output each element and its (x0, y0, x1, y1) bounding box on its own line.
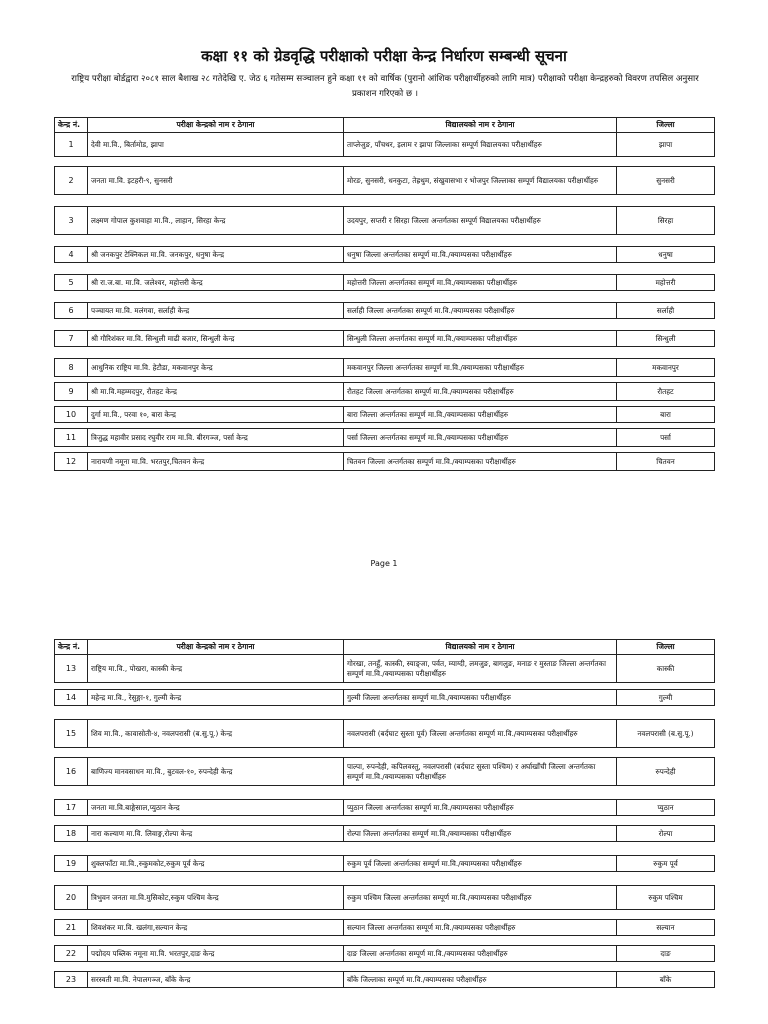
school-description-cell: उदयपुर, सप्तरी र सिरहा जिल्ला अन्तर्गतका सम्पूर्ण विद्यालयका परीक्षार्थीहरु (344, 207, 617, 235)
center-number-cell: 23 (55, 972, 88, 988)
center-number-cell: 8 (55, 359, 88, 377)
row-spacer-cell (55, 683, 715, 690)
table-row (55, 655, 715, 683)
school-description-cell: रौतहट जिल्ला अन्तर्गतका सम्पूर्ण मा.वि./क्याम्पसका परीक्षार्थीहरु (344, 383, 617, 401)
row-spacer-cell (55, 157, 715, 167)
district-cell: धनुषा (617, 247, 715, 263)
table-row (55, 920, 715, 936)
center-name-cell: बाणिज्य मानवसाधन मा.वि., बुटवल-१०, रुपन्देही केन्द्र (88, 758, 344, 786)
district-cell: सुनसरी (617, 167, 715, 195)
page-number-label: Page 1 (370, 559, 398, 568)
district-cell: सिन्धुली (617, 331, 715, 347)
center-name-cell: जनता मा.वि.बाङ्गेसाल,प्युठान केन्द्र (88, 800, 344, 816)
row-spacer (55, 157, 715, 167)
table-row (55, 167, 715, 195)
district-cell: मकवानपुर (617, 359, 715, 377)
row-spacer-cell (55, 263, 715, 275)
table-row (55, 359, 715, 377)
center-number-cell: 1 (55, 133, 88, 157)
table-row (55, 946, 715, 962)
table-row (55, 383, 715, 401)
school-description-cell: मकवानपुर जिल्ला अन्तर्गतका सम्पूर्ण मा.वि./क्याम्पसका परीक्षार्थीहरु (344, 359, 617, 377)
school-description-cell: गुल्मी जिल्ला अन्तर्गतका सम्पूर्ण मा.वि./क्याम्पसका परीक्षार्थीहरु (344, 690, 617, 706)
school-description-cell: प्युठान जिल्ला अन्तर्गतका सम्पूर्ण मा.वि./क्याम्पसका परीक्षार्थीहरु (344, 800, 617, 816)
row-spacer-cell (55, 936, 715, 946)
row-spacer-cell (55, 842, 715, 856)
center-name-cell: पञ्चायत मा.वि. मलंगवा, सर्लाही केन्द्र (88, 303, 344, 319)
header-center-number: केन्द्र नं. (55, 640, 88, 655)
row-spacer (55, 872, 715, 886)
center-name-cell: श्री गौरिशंकर मा.वि. सिन्धुली माढी बजार, सिन्धुली केन्द्र (88, 331, 344, 347)
row-spacer (55, 816, 715, 826)
center-number-cell: 20 (55, 886, 88, 910)
center-number-cell: 12 (55, 453, 88, 471)
row-spacer (55, 842, 715, 856)
table-row (55, 453, 715, 471)
row-spacer (55, 235, 715, 247)
center-number-cell: 13 (55, 655, 88, 683)
school-description-cell: बाँके जिल्लाका सम्पूर्ण मा.वि./क्याम्पसका परीक्षार्थीहरु (344, 972, 617, 988)
table-row (55, 972, 715, 988)
center-name-cell: सरस्वती मा.वि. नेपालगञ्ज, बाँके केन्द्र (88, 972, 344, 988)
district-cell: चितवन (617, 453, 715, 471)
district-cell: रुपन्देही (617, 758, 715, 786)
district-cell: सर्लाही (617, 303, 715, 319)
center-name-cell: शुक्लफाँटा मा.वि.,रुकुमकोट,रुकुम पूर्व केन्द्र (88, 856, 344, 872)
school-description-cell: ताप्लेजुङ, पाँचथर, इलाम र झापा जिल्लाका सम्पूर्ण विद्यालयका परीक्षार्थीहरु (344, 133, 617, 157)
district-cell: रुकुम पश्चिम (617, 886, 715, 910)
header-center-number: केन्द्र नं. (55, 118, 88, 133)
row-spacer-cell (55, 235, 715, 247)
header-center-name: परीक्षा केन्द्रको नाम र ठेगाना (88, 118, 344, 133)
row-spacer-cell (55, 319, 715, 331)
center-number-cell: 18 (55, 826, 88, 842)
header-center-name: परीक्षा केन्द्रको नाम र ठेगाना (88, 640, 344, 655)
row-spacer (55, 706, 715, 720)
district-cell: सिरहा (617, 207, 715, 235)
district-cell: झापा (617, 133, 715, 157)
center-number-cell: 3 (55, 207, 88, 235)
table-row (55, 207, 715, 235)
table-row (55, 720, 715, 748)
school-description-cell: नवलपरासी (बर्दघाट सुस्ता पूर्व) जिल्ला अन्तर्गतका सम्पूर्ण मा.वि./क्याम्पसका परीक्षार्थीहरु (344, 720, 617, 748)
school-description-cell: दाङ जिल्ला अन्तर्गतका सम्पूर्ण मा.वि./क्याम्पसका परीक्षार्थीहरु (344, 946, 617, 962)
row-spacer (55, 910, 715, 920)
row-spacer (55, 195, 715, 207)
table-row (55, 247, 715, 263)
row-spacer (55, 748, 715, 758)
district-cell: बाँके (617, 972, 715, 988)
row-spacer-cell (55, 910, 715, 920)
center-name-cell: श्री रा.ज.बा. मा.वि. जलेश्वर, महोत्तरी केन्द्र (88, 275, 344, 291)
center-number-cell: 10 (55, 407, 88, 423)
center-number-cell: 19 (55, 856, 88, 872)
row-spacer (55, 936, 715, 946)
table-row (55, 275, 715, 291)
row-spacer-cell (55, 195, 715, 207)
school-description-cell: रुकुम पश्चिम जिल्ला अन्तर्गतका सम्पूर्ण मा.वि./क्याम्पसका परीक्षार्थीहरु (344, 886, 617, 910)
district-cell: महोत्तरी (617, 275, 715, 291)
table-row (55, 826, 715, 842)
center-name-cell: नारायणी नमूना मा.वि. भरतपुर,चितवन केन्द्र (88, 453, 344, 471)
district-cell: रोल्पा (617, 826, 715, 842)
school-description-cell: सर्लाही जिल्ला अन्तर्गतका सम्पूर्ण मा.वि./क्याम्पसका परीक्षार्थीहरु (344, 303, 617, 319)
center-name-cell: नारा कल्याण मा.वि. लिवाङ्ग,रोल्पा केन्द्र (88, 826, 344, 842)
row-spacer-cell (55, 291, 715, 303)
row-spacer-cell (55, 347, 715, 359)
center-number-cell: 21 (55, 920, 88, 936)
header-school-name: विद्यालयको नाम र ठेगाना (344, 118, 617, 133)
school-description-cell: मोरङ, सुनसरी, धनकुटा, तेह्रथुम, संखुवासभा र भोजपुर जिल्लाका सम्पूर्ण विद्यालयका परीक्षार्थीहरु (344, 167, 617, 195)
row-spacer (55, 263, 715, 275)
district-cell: पर्सा (617, 429, 715, 447)
center-name-cell: श्री मा.वि.महम्मदपुर, रौतहट केन्द्र (88, 383, 344, 401)
district-cell: बारा (617, 407, 715, 423)
center-number-cell: 2 (55, 167, 88, 195)
center-number-cell: 7 (55, 331, 88, 347)
center-name-cell: त्रिजुद्ध महावीर प्रसाद रघुवीर राम मा.वि. बीरगञ्ज, पर्सा केन्द्र (88, 429, 344, 447)
center-number-cell: 9 (55, 383, 88, 401)
school-description-cell: रोल्पा जिल्ला अन्तर्गतका सम्पूर्ण मा.वि./क्याम्पसका परीक्षार्थीहरु (344, 826, 617, 842)
row-spacer (55, 683, 715, 690)
exam-center-table-page1 (54, 117, 715, 471)
row-spacer (55, 319, 715, 331)
row-spacer-cell (55, 748, 715, 758)
center-name-cell: राष्ट्रिय मा.वि., पोखरा, कास्की केन्द्र (88, 655, 344, 683)
table-row (55, 133, 715, 157)
row-spacer-cell (55, 816, 715, 826)
exam-center-table-page2 (54, 639, 715, 988)
table-row (55, 800, 715, 816)
row-spacer (55, 347, 715, 359)
center-name-cell: शिवशंकर मा.वि. खलंगा,सल्यान केन्द्र (88, 920, 344, 936)
school-description-cell: सल्यान जिल्ला अन्तर्गतका सम्पूर्ण मा.वि./क्याम्पसका परीक्षार्थीहरु (344, 920, 617, 936)
row-spacer-cell (55, 872, 715, 886)
center-name-cell: दुर्गा मा.वि., परवा १०, बारा केन्द्र (88, 407, 344, 423)
center-name-cell: लक्ष्मण गोपाल कुशवाहा मा.वि., लाहान, सिरहा केन्द्र (88, 207, 344, 235)
district-cell: कास्की (617, 655, 715, 683)
school-description-cell: गोरखा, तनहुँ, कास्की, स्याङ्जा, पर्वत, म्याग्दी, लमजुङ, बागलुङ, मनाङ र मुस्ताङ जिल्ला अन्तर्गतका सम्पूर्ण मा.वि./क्याम्पसका परीक्षार्थीहरु (344, 655, 617, 683)
school-description-cell: महोत्तरी जिल्ला अन्तर्गतका सम्पूर्ण मा.वि./क्याम्पसका परीक्षार्थीहरु (344, 275, 617, 291)
row-spacer (55, 291, 715, 303)
center-name-cell: देवी मा.वि., बिर्तामोड, झापा (88, 133, 344, 157)
header-school-name: विद्यालयको नाम र ठेगाना (344, 640, 617, 655)
table-row (55, 303, 715, 319)
center-name-cell: महेन्द्र मा.वि., रेसुङ्गा-१, गुल्मी केन्द्र (88, 690, 344, 706)
district-cell: गुल्मी (617, 690, 715, 706)
intro-paragraph: राष्ट्रिय परीक्षा बोर्डद्वारा २०८१ साल बैशाख २८ गतेदेखि ए. जेठ ६ गतेसम्म सञ्चालन हुने कक्षा ११ को वार्षिक (पुरानो आंशिक परीक्षार्थीहरुको लागि मात्र) परीक्षाको परीक्षा केन्द्रहरुको विवरण तपसिल अनुसार प्रकाशन गरिएको छ । (71, 74, 699, 99)
center-number-cell: 11 (55, 429, 88, 447)
center-number-cell: 22 (55, 946, 88, 962)
center-number-cell: 5 (55, 275, 88, 291)
center-name-cell: त्रिभुवन जनता मा.वि.मुसिकोट,रुकुम पश्चिम केन्द्र (88, 886, 344, 910)
center-number-cell: 16 (55, 758, 88, 786)
table-row (55, 758, 715, 786)
table-row (55, 429, 715, 447)
table-header-row (55, 118, 715, 133)
header-district: जिल्ला (617, 118, 715, 133)
center-number-cell: 15 (55, 720, 88, 748)
district-cell: दाङ (617, 946, 715, 962)
row-spacer-cell (55, 962, 715, 972)
row-spacer-cell (55, 786, 715, 800)
district-cell: नवलपरासी (ब.सु.पू.) (617, 720, 715, 748)
center-number-cell: 6 (55, 303, 88, 319)
school-description-cell: पाल्पा, रुपन्देही, कपिलवस्तु, नवलपरासी (बर्दघाट सुस्ता पश्चिम) र अर्घाखाँची जिल्ला अन्तर्गतका सम्पूर्ण मा.वि./क्याम्पसका परीक्षार्थीहरु (344, 758, 617, 786)
center-name-cell: शिव मा.वि., कावासोती-४, नवलपरासी (ब.सु.पू.) केन्द्र (88, 720, 344, 748)
school-description-cell: सिन्धुली जिल्ला अन्तर्गतका सम्पूर्ण मा.वि./क्याम्पसका परीक्षार्थीहरु (344, 331, 617, 347)
school-description-cell: चितवन जिल्ला अन्तर्गतका सम्पूर्ण मा.वि./क्याम्पसका परीक्षार्थीहरु (344, 453, 617, 471)
page-title: कक्षा ११ को ग्रेडवृद्धि परीक्षाको परीक्षा केन्द्र निर्धारण सम्बन्धी सूचना (201, 47, 567, 65)
district-cell: सल्यान (617, 920, 715, 936)
table-row (55, 886, 715, 910)
table-header-row (55, 640, 715, 655)
school-description-cell: धनुषा जिल्ला अन्तर्गतका सम्पूर्ण मा.वि./क्याम्पसका परीक्षार्थीहरु (344, 247, 617, 263)
center-name-cell: श्री जनकपुर टेक्निकल मा.वि. जनकपुर, धनुषा केन्द्र (88, 247, 344, 263)
center-name-cell: जनता मा.वि. इटहरी-९, सुनसरी (88, 167, 344, 195)
center-number-cell: 17 (55, 800, 88, 816)
school-description-cell: रुकुम पूर्व जिल्ला अन्तर्गतका सम्पूर्ण मा.वि./क्याम्पसका परीक्षार्थीहरु (344, 856, 617, 872)
table-row (55, 690, 715, 706)
row-spacer (55, 962, 715, 972)
row-spacer (55, 786, 715, 800)
table-row (55, 407, 715, 423)
header-district: जिल्ला (617, 640, 715, 655)
table-row (55, 331, 715, 347)
center-number-cell: 14 (55, 690, 88, 706)
district-cell: रौतहट (617, 383, 715, 401)
center-name-cell: आधुनिक राष्ट्रिय मा.वि. हेटौडा, मकवानपुर केन्द्र (88, 359, 344, 377)
school-description-cell: पर्सा जिल्ला अन्तर्गतका सम्पूर्ण मा.वि./क्याम्पसका परीक्षार्थीहरु (344, 429, 617, 447)
row-spacer-cell (55, 706, 715, 720)
school-description-cell: बारा जिल्ला अन्तर्गतका सम्पूर्ण मा.वि./क्याम्पसका परीक्षार्थीहरु (344, 407, 617, 423)
district-cell: प्युठान (617, 800, 715, 816)
center-number-cell: 4 (55, 247, 88, 263)
table-row (55, 856, 715, 872)
center-name-cell: पद्मोदय पब्लिक नमूना मा.वि. भरतपुर,दाङ केन्द्र (88, 946, 344, 962)
district-cell: रुकुम पूर्व (617, 856, 715, 872)
